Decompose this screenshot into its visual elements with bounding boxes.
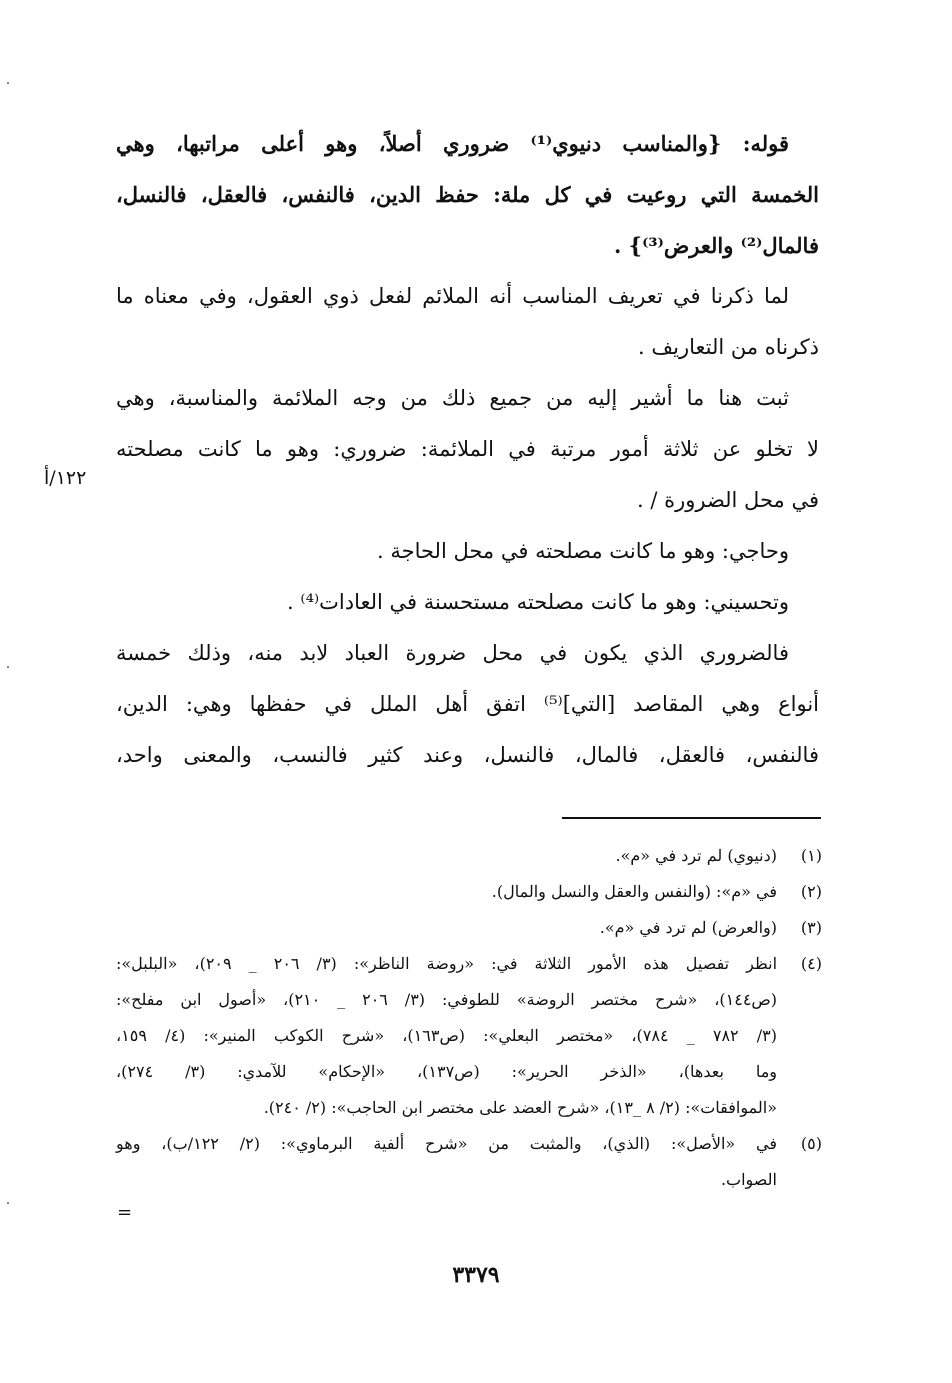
footnote [116, 1126, 822, 1198]
text-line: فالنفس، فالعقل، فالمال، فالنسل، وعند كثير فالنسب، والمعنى واحد، [116, 743, 819, 767]
paragraph [116, 271, 819, 373]
footnote-number: (٢) [800, 882, 822, 901]
footnote-continuation-mark: = [117, 1202, 133, 1223]
text-line: وحاجي: وهو ما كانت مصلحته في محل الحاجة . [377, 539, 789, 563]
footnote-text [116, 838, 777, 874]
paragraph [116, 628, 819, 781]
footnote-line: في «الأصل»: (الذي)، والمثبت من «شرح ألفية البرماوي»: (٢/ ١٢٢/ب)، وهو [116, 1134, 778, 1153]
text-line: وتحسيني: وهو ما كانت مصلحته مستحسنة في العادات⁽⁴⁾ . [287, 590, 789, 614]
text-line: لا تخلو عن ثلاثة أمور مرتبة في الملائمة: ضروري: وهو ما كانت مصلحته [116, 437, 819, 461]
page-number: ٣٣٧٩ [452, 1262, 500, 1288]
footnote [116, 910, 822, 946]
paragraph [116, 373, 819, 526]
footnote-line: (والعرض) لم ترد في «م». [599, 918, 777, 937]
footnote-number: (٣) [800, 918, 822, 937]
footnote [116, 874, 822, 910]
main-text [116, 118, 819, 781]
text-line: ثبت هنا ما أشير إليه من جميع ذلك من وجه الملائمة والمناسبة، وهي [116, 386, 789, 410]
footnote-line: (٣/ ٧٨٢ _ ٧٨٤)، «مختصر البعلي»: (ص١٦٣)، «شرح الكوكب المنير»: (٤/ ١٥٩، [116, 1026, 778, 1045]
text-line: قوله: {والمناسب دنيوي⁽¹⁾ ضروري أصلاً، وهو أعلى مراتبها، وهي [116, 131, 790, 156]
quoted-matn [116, 118, 819, 271]
footnote-text [116, 1126, 777, 1198]
footnote-line: (دنيوي) لم ترد في «م». [615, 846, 777, 865]
footnote-number: (٥) [800, 1134, 822, 1153]
text-line: فالضروري الذي يكون في محل ضرورة العباد لابد منه، وذلك خمسة [116, 641, 789, 665]
footnote-text [116, 946, 777, 1126]
text-line: ذكرناه من التعاريف . [638, 335, 819, 359]
text-line: في محل الضرورة / . [636, 488, 819, 512]
scan-speck [7, 666, 9, 668]
footnote-text [116, 910, 777, 946]
footnote [116, 838, 822, 874]
footnote-line: وما بعدها)، «الذخر الحرير»: (ص١٣٧)، «الإحكام» للآمدي: (٣/ ٢٧٤)، [116, 1062, 777, 1081]
scan-speck [7, 82, 9, 84]
footnote-separator [562, 817, 821, 819]
footnote-line: الصواب. [720, 1170, 777, 1189]
text-line: لما ذكرنا في تعريف المناسب أنه الملائم لفعل ذوي العقول، وفي معناه ما [116, 284, 789, 308]
text-line: أنواع وهي المقاصد [التي]⁽⁵⁾ اتفق أهل الملل في حفظها وهي: الدين، [116, 692, 819, 716]
footnote-line: انظر تفصيل هذه الأمور الثلاثة في: «روضة الناظر»: (٣/ ٢٠٦ _ ٢٠٩)، «البلبل»: [116, 954, 778, 973]
paragraph [116, 577, 819, 628]
footnote-number: (٤) [800, 954, 822, 973]
paragraph [116, 526, 819, 577]
footnote-line: «الموافقات»: (٢/ ٨ _١٣)، «شرح العضد على مختصر ابن الحاجب»: (٢/ ٢٤٠). [263, 1098, 777, 1117]
text-line: فالمال⁽²⁾ والعرض⁽³⁾} . [614, 233, 819, 258]
text-line: الخمسة التي روعيت في كل ملة: حفظ الدين، فالنفس، فالعقل، فالنسل، [116, 182, 819, 207]
footnote-number: (١) [800, 846, 822, 865]
footnote-text [116, 874, 777, 910]
footnotes [116, 838, 822, 1198]
scan-speck [7, 1202, 9, 1204]
footnote-line: (ص١٤٤)، «شرح مختصر الروضة» للطوفي: (٣/ ٢٠٦ _ ٢١٠)، «أصول ابن مفلح»: [116, 990, 778, 1009]
manuscript-folio-note: ١٢٢/أ [44, 467, 87, 489]
footnote-line: في «م»: (والنفس والعقل والنسل والمال). [491, 882, 777, 901]
footnote [116, 946, 822, 1126]
